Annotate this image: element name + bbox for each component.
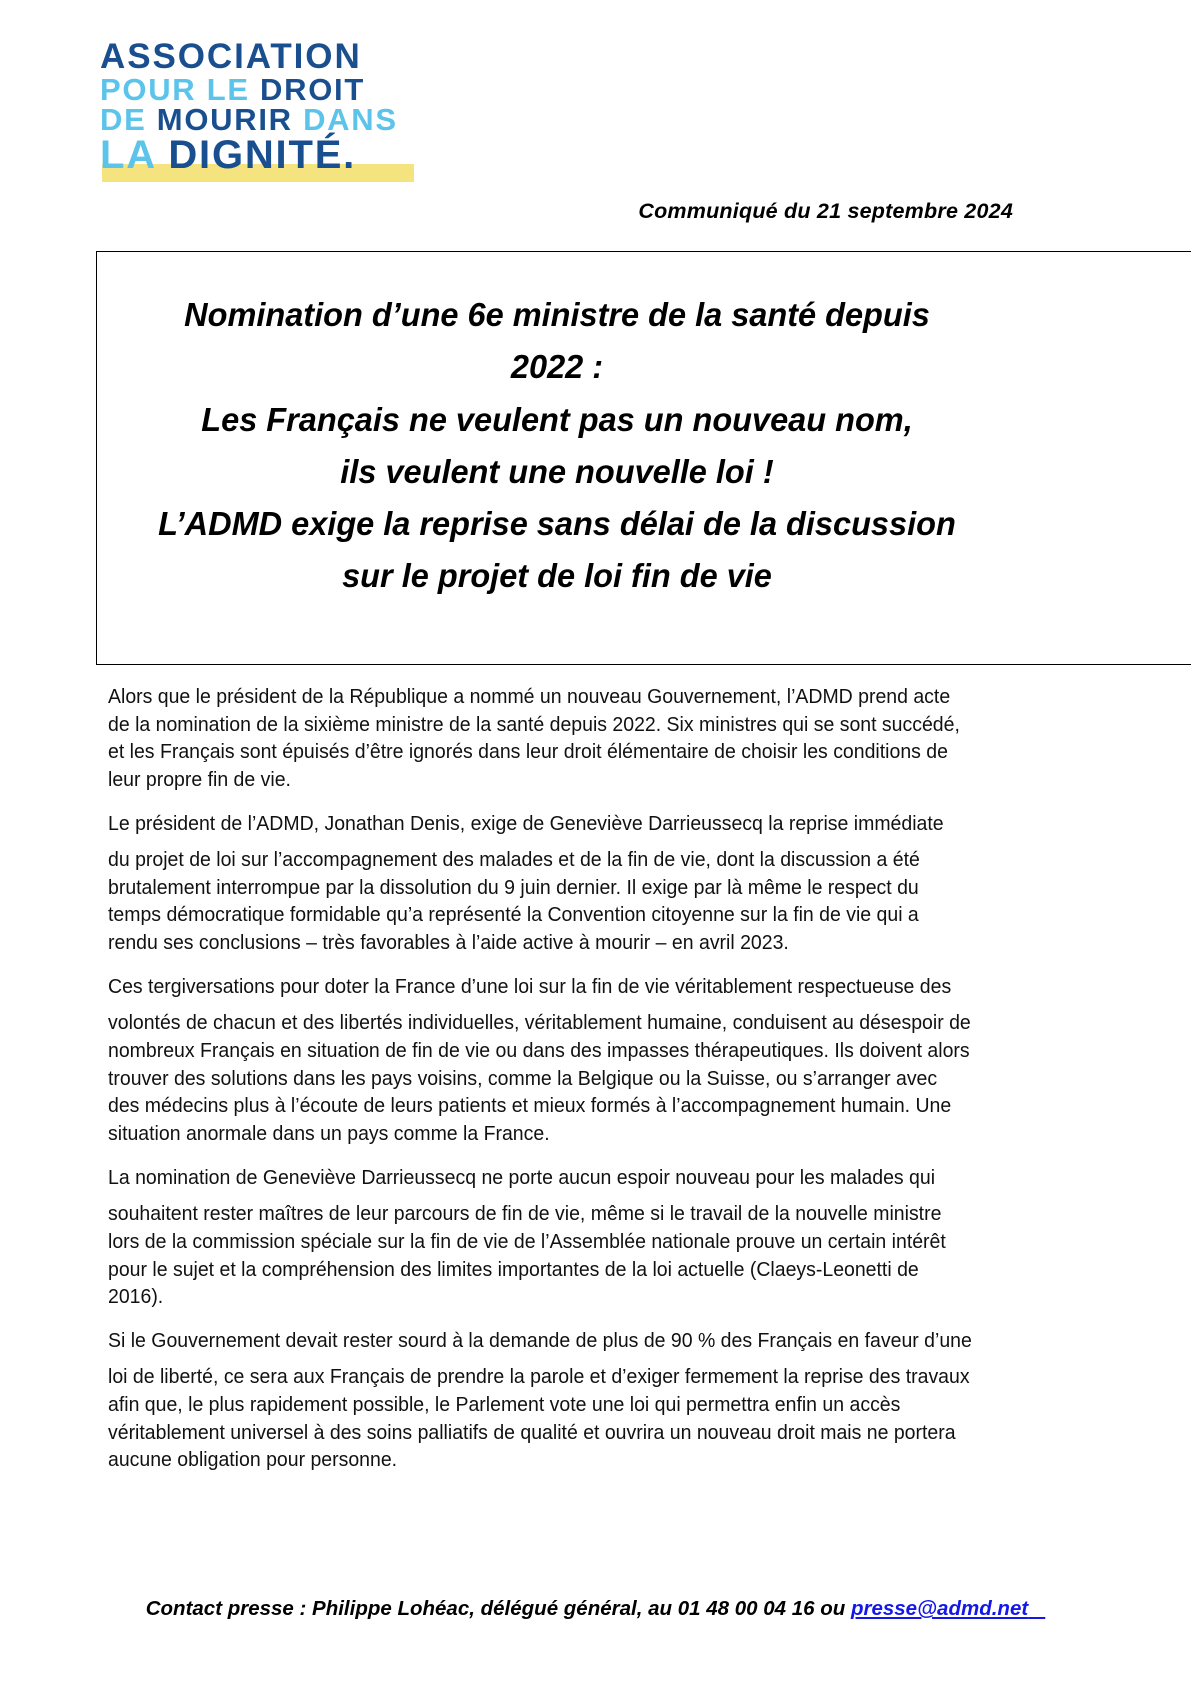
title-line-1: Nomination d’une 6e ministre de la santé depuis xyxy=(184,297,930,334)
logo-text-la: LA xyxy=(100,133,169,178)
logo-text-pour-le: POUR LE xyxy=(100,71,261,107)
footer-underline-tail xyxy=(1028,1597,1045,1620)
logo-line-la-dignite xyxy=(100,133,420,178)
title-line-3: Les Français ne veulent pas un nouveau nom, xyxy=(201,401,913,439)
title-line-5: L’ADMD exige la reprise sans délai de la discussion xyxy=(158,506,956,543)
body-paragraph-4-rest: souhaitent rester maîtres de leur parcours de fin de vie, même si le travail de la nouvelle ministre lors de la commission spéciale sur la fin de vie de l’Assemblée nationale prouve un certain intérêt pour le sujet et la compréhension des limites importantes de la loi actuelle (Claeys-Leonetti de 2016). xyxy=(108,1203,946,1309)
footer-contact-text: Contact presse : Philippe Lohéac, délégué général, au 01 48 00 04 16 ou xyxy=(145,1597,851,1620)
logo-text-mourir: MOURIR xyxy=(156,102,304,138)
body-paragraph-4-lead: La nomination de Geneviève Darrieussecq ne porte aucun espoir nouveau pour les malades qui xyxy=(108,1166,936,1189)
body-paragraph-5-lead: Si le Gouvernement devait rester sourd à la demande de plus de 90 % des Français en faveur d’une xyxy=(108,1329,972,1352)
title-line-4: ils veulent une nouvelle loi ! xyxy=(340,453,774,491)
press-release-title xyxy=(111,290,1003,604)
logo-line-association: ASSOCIATION xyxy=(100,37,362,76)
title-line-2: 2022 : xyxy=(510,349,604,387)
body-paragraph-2-lead: Le président de l’ADMD, Jonathan Denis, exige de Geneviève Darrieussecq la reprise immédiate xyxy=(108,812,944,835)
body-paragraph-3-lead: Ces tergiversations pour doter la France d’une loi sur la fin de vie véritablement respectueuse des xyxy=(108,975,952,998)
logo-text-de: DE xyxy=(100,102,157,138)
title-line-6: sur le projet de loi fin de vie xyxy=(342,558,772,596)
communique-date: Communiqué du 21 septembre 2024 xyxy=(638,199,1013,223)
logo-text-dans: DANS xyxy=(303,102,398,138)
body-paragraph-2-rest: du projet de loi sur l’accompagnement des malades et de la fin de vie, dont la discussion a été brutalement interrompue par la dissolution du 9 juin dernier. Il exige par là même le respect du temps démocratique formidable qu’a représenté la Convention citoyenne sur la fin de vie qui a rendu ses conclusions – très favorables à l’aide active à mourir – en avril 2023. xyxy=(108,849,920,955)
logo-text-droit: DROIT xyxy=(260,71,366,107)
body-paragraph-3-rest: volontés de chacun et des libertés individuelles, véritablement humaine, conduisent au désespoir de nombreux Français en situation de fin de vie ou dans des impasses thérapeutiques. Ils doivent alors trouver des solutions dans les pays voisins, comme la Belgique ou la Suisse, ou s’arranger avec des médecins plus à l’écoute de leurs patients et mieux formés à l’accompagnement humain. Une situation anormale dans un pays comme la France. xyxy=(108,1012,971,1145)
body-paragraph-5-rest: loi de liberté, ce sera aux Français de prendre la parole et d’exiger fermement la reprise des travaux afin que, le plus rapidement possible, le Parlement vote une loi qui permettra enfin un accès véritablement universel à des soins palliatifs de qualité et ouvrira un nouveau droit mais ne portera aucune obligation pour personne. xyxy=(108,1366,970,1472)
press-email-link[interactable]: presse@admd.net xyxy=(850,1597,1029,1620)
press-release-body xyxy=(108,684,973,1475)
footer-contact xyxy=(0,1597,1191,1621)
logo-text-dignite: DIGNITÉ. xyxy=(168,133,357,178)
logo-line-pour-le-droit xyxy=(100,71,420,107)
logo-line-de-mourir-dans xyxy=(100,102,420,138)
admd-logo xyxy=(100,37,420,178)
body-paragraph-1: Alors que le président de la République a nommé un nouveau Gouvernement, l’ADMD prend acte de la nomination de la sixième ministre de la santé depuis 2022. Six ministres qui se sont succédé, et les Français sont épuisés d’être ignorés dans leur droit élémentaire de choisir les conditions de leur propre fin de vie. xyxy=(108,686,960,791)
title-box xyxy=(96,251,1191,665)
